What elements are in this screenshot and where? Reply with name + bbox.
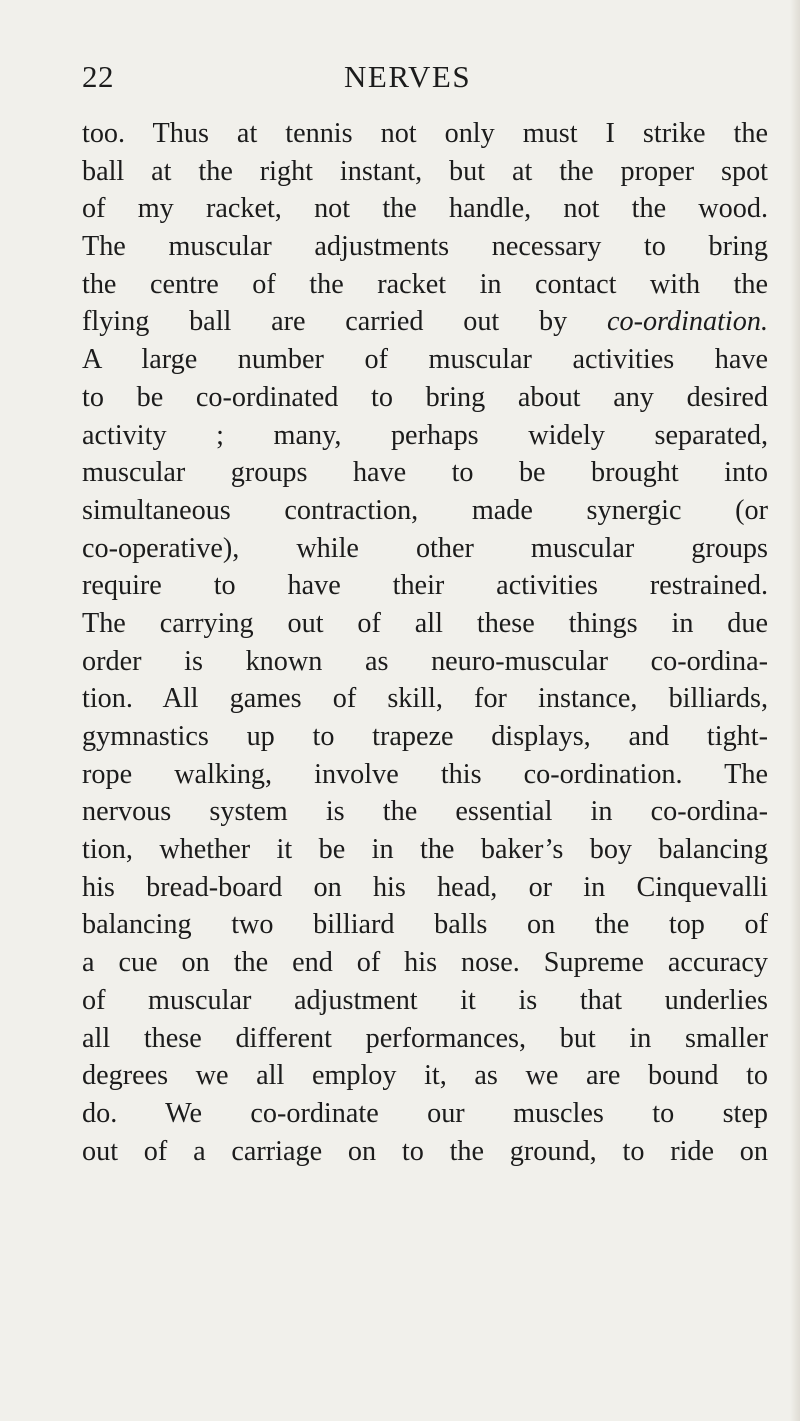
- text-line: out of a carriage on to the ground, to ride on: [82, 1135, 768, 1167]
- text-line: his bread-board on his head, or in Cinquevalli: [82, 871, 768, 903]
- text-line: simultaneous contraction, made synergic (or: [82, 494, 768, 526]
- text-line: order is known as neuro-muscular co-ordina-: [82, 645, 768, 677]
- text-line: of my racket, not the handle, not the wood.: [82, 193, 768, 225]
- text-line-prefix: flying ball are carried out by: [82, 306, 607, 338]
- text-line: to be co-ordinated to bring about any desired: [82, 381, 768, 413]
- text-line: too. Thus at tennis not only must I strike the: [82, 118, 768, 149]
- text-line: a cue on the end of his nose. Supreme accuracy: [82, 947, 768, 979]
- text-line: ball at the right instant, but at the proper spot: [82, 155, 768, 187]
- text-line: balancing two billiard balls on the top of: [82, 909, 768, 941]
- text-line: degrees we all employ it, as we are bound to: [82, 1060, 768, 1092]
- text-line: rope walking, involve this co-ordination. The: [82, 758, 768, 790]
- page-edge-shadow: [790, 0, 800, 1421]
- text-line: nervous system is the essential in co-ordina-: [82, 796, 768, 828]
- text-line: The muscular adjustments necessary to bring: [82, 231, 768, 263]
- text-line: gymnastics up to trapeze displays, and tight-: [82, 721, 768, 752]
- text-line: the centre of the racket in contact with the: [82, 268, 768, 300]
- text-line: The carrying out of all these things in due: [82, 607, 768, 639]
- running-head: [82, 55, 768, 99]
- text-line: tion, whether it be in the baker’s boy balancing: [82, 834, 768, 866]
- text-line: require to have their activities restrained.: [82, 570, 768, 602]
- text-line: [82, 303, 768, 341]
- italic-term: co-ordination.: [606, 306, 768, 338]
- text-line: tion. All games of skill, for instance, billiards,: [82, 683, 768, 715]
- text-line: muscular groups have to be brought into: [82, 457, 768, 489]
- text-line: of muscular adjustment it is that underlies: [82, 984, 768, 1016]
- text-line: all these different performances, but in smaller: [82, 1022, 768, 1054]
- text-line: do. We co-ordinate our muscles to step: [82, 1097, 768, 1129]
- text-line: activity ; many, perhaps widely separated,: [82, 419, 768, 451]
- body-text: [82, 115, 768, 1170]
- running-title: NERVES: [344, 59, 472, 94]
- text-line: co-operative), while other muscular groups: [82, 532, 768, 564]
- text-line: A large number of muscular activities have: [82, 344, 768, 376]
- page-number: 22: [82, 59, 114, 94]
